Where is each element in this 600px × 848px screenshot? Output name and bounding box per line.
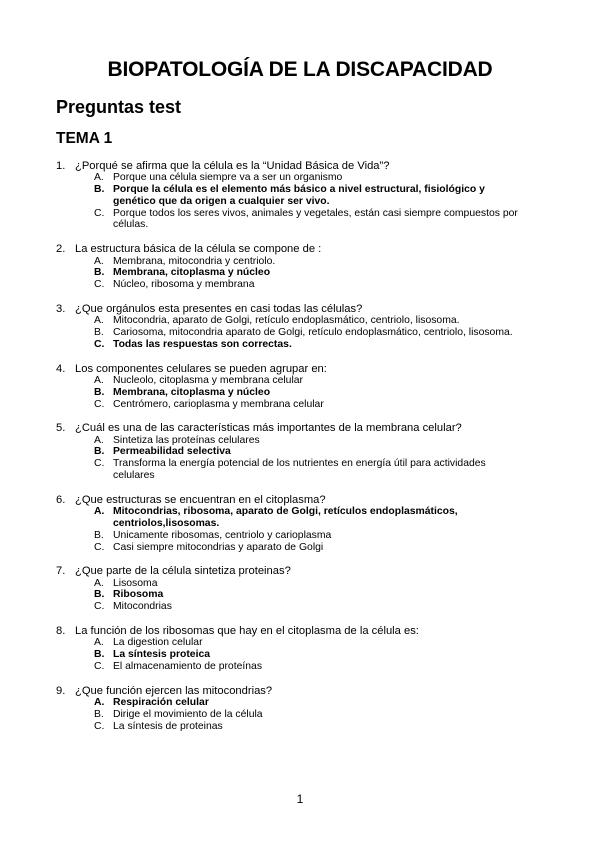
page-number: 1 (296, 792, 304, 806)
question-text: ¿Porqué se afirma que la célula es la “Unidad Básica de Vida”? (75, 160, 390, 172)
option-text: Lisosoma (113, 577, 158, 589)
option-text: Transforma la energía potencial de los nutrientes en energía útil para actividades celulares (113, 458, 486, 482)
option-letter: B. (94, 529, 104, 541)
answer-option (0, 661, 600, 673)
option-text: La digestion celular (113, 637, 203, 649)
question-item (0, 303, 600, 351)
question-item (0, 243, 600, 291)
answer-option-correct (0, 387, 600, 399)
question-number: 2. (56, 243, 66, 256)
question-item (0, 363, 600, 411)
answer-option-correct (0, 184, 600, 208)
option-letter: A. (94, 315, 104, 327)
option-letter: C. (94, 720, 105, 732)
question-number: 7. (56, 565, 66, 578)
answer-option-correct (0, 506, 600, 530)
question-text: ¿Que parte de la célula sintetiza proteinas? (75, 565, 291, 578)
option-text: Todas las respuestas son correctas. (113, 338, 292, 350)
option-letter: C. (94, 279, 105, 291)
option-text: Membrana, citoplasma y núcleo (113, 386, 271, 398)
option-text: Porque la célula es el elemento más básico a nivel estructural, fisiológico y genético que da origen a cualquier ser vivo. (113, 184, 485, 207)
question-number: 4. (56, 362, 66, 375)
answer-option-correct (0, 589, 600, 601)
option-text: La síntesis de proteinas (113, 720, 223, 732)
option-text: Casi siempre mitocondrias y aparato de Golgi (113, 541, 324, 553)
option-text: Mitocondrias, ribosoma, aparato de Golgi, retículos endoplasmáticos, centriolos,lisosomas. (113, 506, 458, 529)
question-number: 5. (56, 422, 66, 435)
option-letter: B. (94, 708, 104, 720)
answer-option-correct (0, 339, 600, 351)
option-text: El almacenamiento de proteínas (113, 660, 263, 672)
option-text: Membrana, citoplasma y núcleo (113, 267, 271, 279)
question-row (0, 422, 600, 434)
question-item (0, 494, 600, 553)
question-item (0, 160, 600, 231)
question-row (0, 160, 600, 172)
answer-option (0, 256, 600, 268)
option-letter: C. (94, 338, 105, 350)
option-letter: C. (94, 398, 105, 410)
question-row (0, 303, 600, 315)
answer-option (0, 578, 600, 590)
question-text: ¿Que función ejercen las mitocondrias? (75, 684, 273, 697)
option-letter: C. (94, 207, 105, 219)
question-row (0, 243, 600, 255)
option-letter: A. (94, 577, 104, 589)
question-item (0, 422, 600, 481)
question-number: 8. (56, 625, 66, 637)
option-text: Respiración celular (113, 696, 209, 708)
option-text: Porque todos los seres vivos, animales y vegetales, están casi siempre compuestos por células. (113, 207, 518, 231)
question-list (0, 160, 600, 744)
option-letter: A. (94, 637, 104, 649)
question-text: ¿Cuál es una de las características más importantes de la membrana celular? (75, 422, 462, 435)
option-text: Mitocondria, aparato de Golgi, retículo endoplasmático, centriolo, lisosoma. (113, 315, 460, 327)
option-text: Dirige el movimiento de la célula (113, 708, 263, 720)
document-title: BIOPATOLOGÍA DE LA DISCAPACIDAD (107, 58, 493, 81)
answer-option (0, 458, 600, 482)
option-letter: A. (94, 506, 105, 518)
answer-option (0, 435, 600, 447)
document-subtitle: Preguntas test (56, 97, 182, 117)
option-letter: A. (94, 696, 105, 708)
option-letter: A. (94, 172, 104, 184)
option-letter: C. (94, 541, 105, 553)
answer-option (0, 530, 600, 542)
question-row (0, 565, 600, 577)
option-letter: B. (94, 649, 105, 661)
option-letter: C. (94, 458, 105, 470)
answer-option (0, 375, 600, 387)
answer-option (0, 721, 600, 733)
question-text: ¿Que estructuras se encuentran en el citoplasma? (75, 493, 326, 506)
question-text: La función de los ribosomas que hay en el citoplasma de la célula es: (75, 625, 419, 637)
question-number: 6. (56, 493, 66, 506)
answer-option-correct (0, 697, 600, 709)
answer-option (0, 327, 600, 339)
option-text: Unicamente ribosomas, centriolo y carioplasma (113, 529, 332, 541)
question-row (0, 363, 600, 375)
answer-option (0, 542, 600, 554)
answer-option (0, 208, 600, 232)
answer-option-correct (0, 649, 600, 661)
question-text: ¿Que orgánulos esta presentes en casi todas las células? (75, 302, 363, 315)
answer-option (0, 279, 600, 291)
option-letter: A. (94, 374, 104, 386)
option-text: La síntesis proteica (113, 649, 211, 661)
option-letter: A. (94, 255, 104, 267)
option-letter: B. (94, 327, 104, 339)
option-letter: A. (94, 434, 104, 446)
question-row (0, 625, 600, 637)
option-text: Centrómero, carioplasma y membrana celular (113, 398, 324, 410)
question-text: Los componentes celulares se pueden agrupar en: (75, 362, 327, 375)
answer-option-correct (0, 446, 600, 458)
question-item (0, 565, 600, 613)
option-text: Permeabilidad selectiva (113, 446, 231, 458)
option-letter: B. (94, 446, 105, 458)
option-letter: C. (94, 660, 105, 672)
option-letter: B. (94, 589, 105, 601)
option-letter: B. (94, 267, 105, 279)
option-text: Ribosoma (113, 589, 164, 601)
option-text: Mitocondrias (113, 601, 172, 613)
question-item (0, 685, 600, 733)
answer-option-correct (0, 267, 600, 279)
answer-option (0, 172, 600, 184)
option-letter: C. (94, 601, 105, 613)
section-heading: TEMA 1 (56, 130, 113, 147)
option-text: Núcleo, ribosoma y membrana (113, 279, 255, 291)
option-text: Sintetiza las proteínas celulares (113, 434, 260, 446)
question-row (0, 494, 600, 506)
option-text: Porque una célula siempre va a ser un organismo (113, 172, 343, 184)
option-text: Membrana, mitocondria y centriolo. (113, 255, 276, 267)
answer-option (0, 601, 600, 613)
option-letter: B. (94, 184, 105, 196)
question-number: 1. (56, 160, 66, 172)
question-item (0, 625, 600, 673)
answer-option (0, 709, 600, 721)
question-number: 9. (56, 684, 66, 697)
option-text: Cariosoma, mitocondria aparato de Golgi, retículo endoplasmático, centriolo, lisosoma. (113, 327, 513, 339)
question-number: 3. (56, 302, 66, 315)
answer-option (0, 315, 600, 327)
option-letter: B. (94, 386, 105, 398)
answer-option (0, 637, 600, 649)
question-row (0, 685, 600, 697)
answer-option (0, 399, 600, 411)
option-text: Nucleolo, citoplasma y membrana celular (113, 374, 303, 386)
question-text: La estructura básica de la célula se compone de : (75, 243, 322, 256)
